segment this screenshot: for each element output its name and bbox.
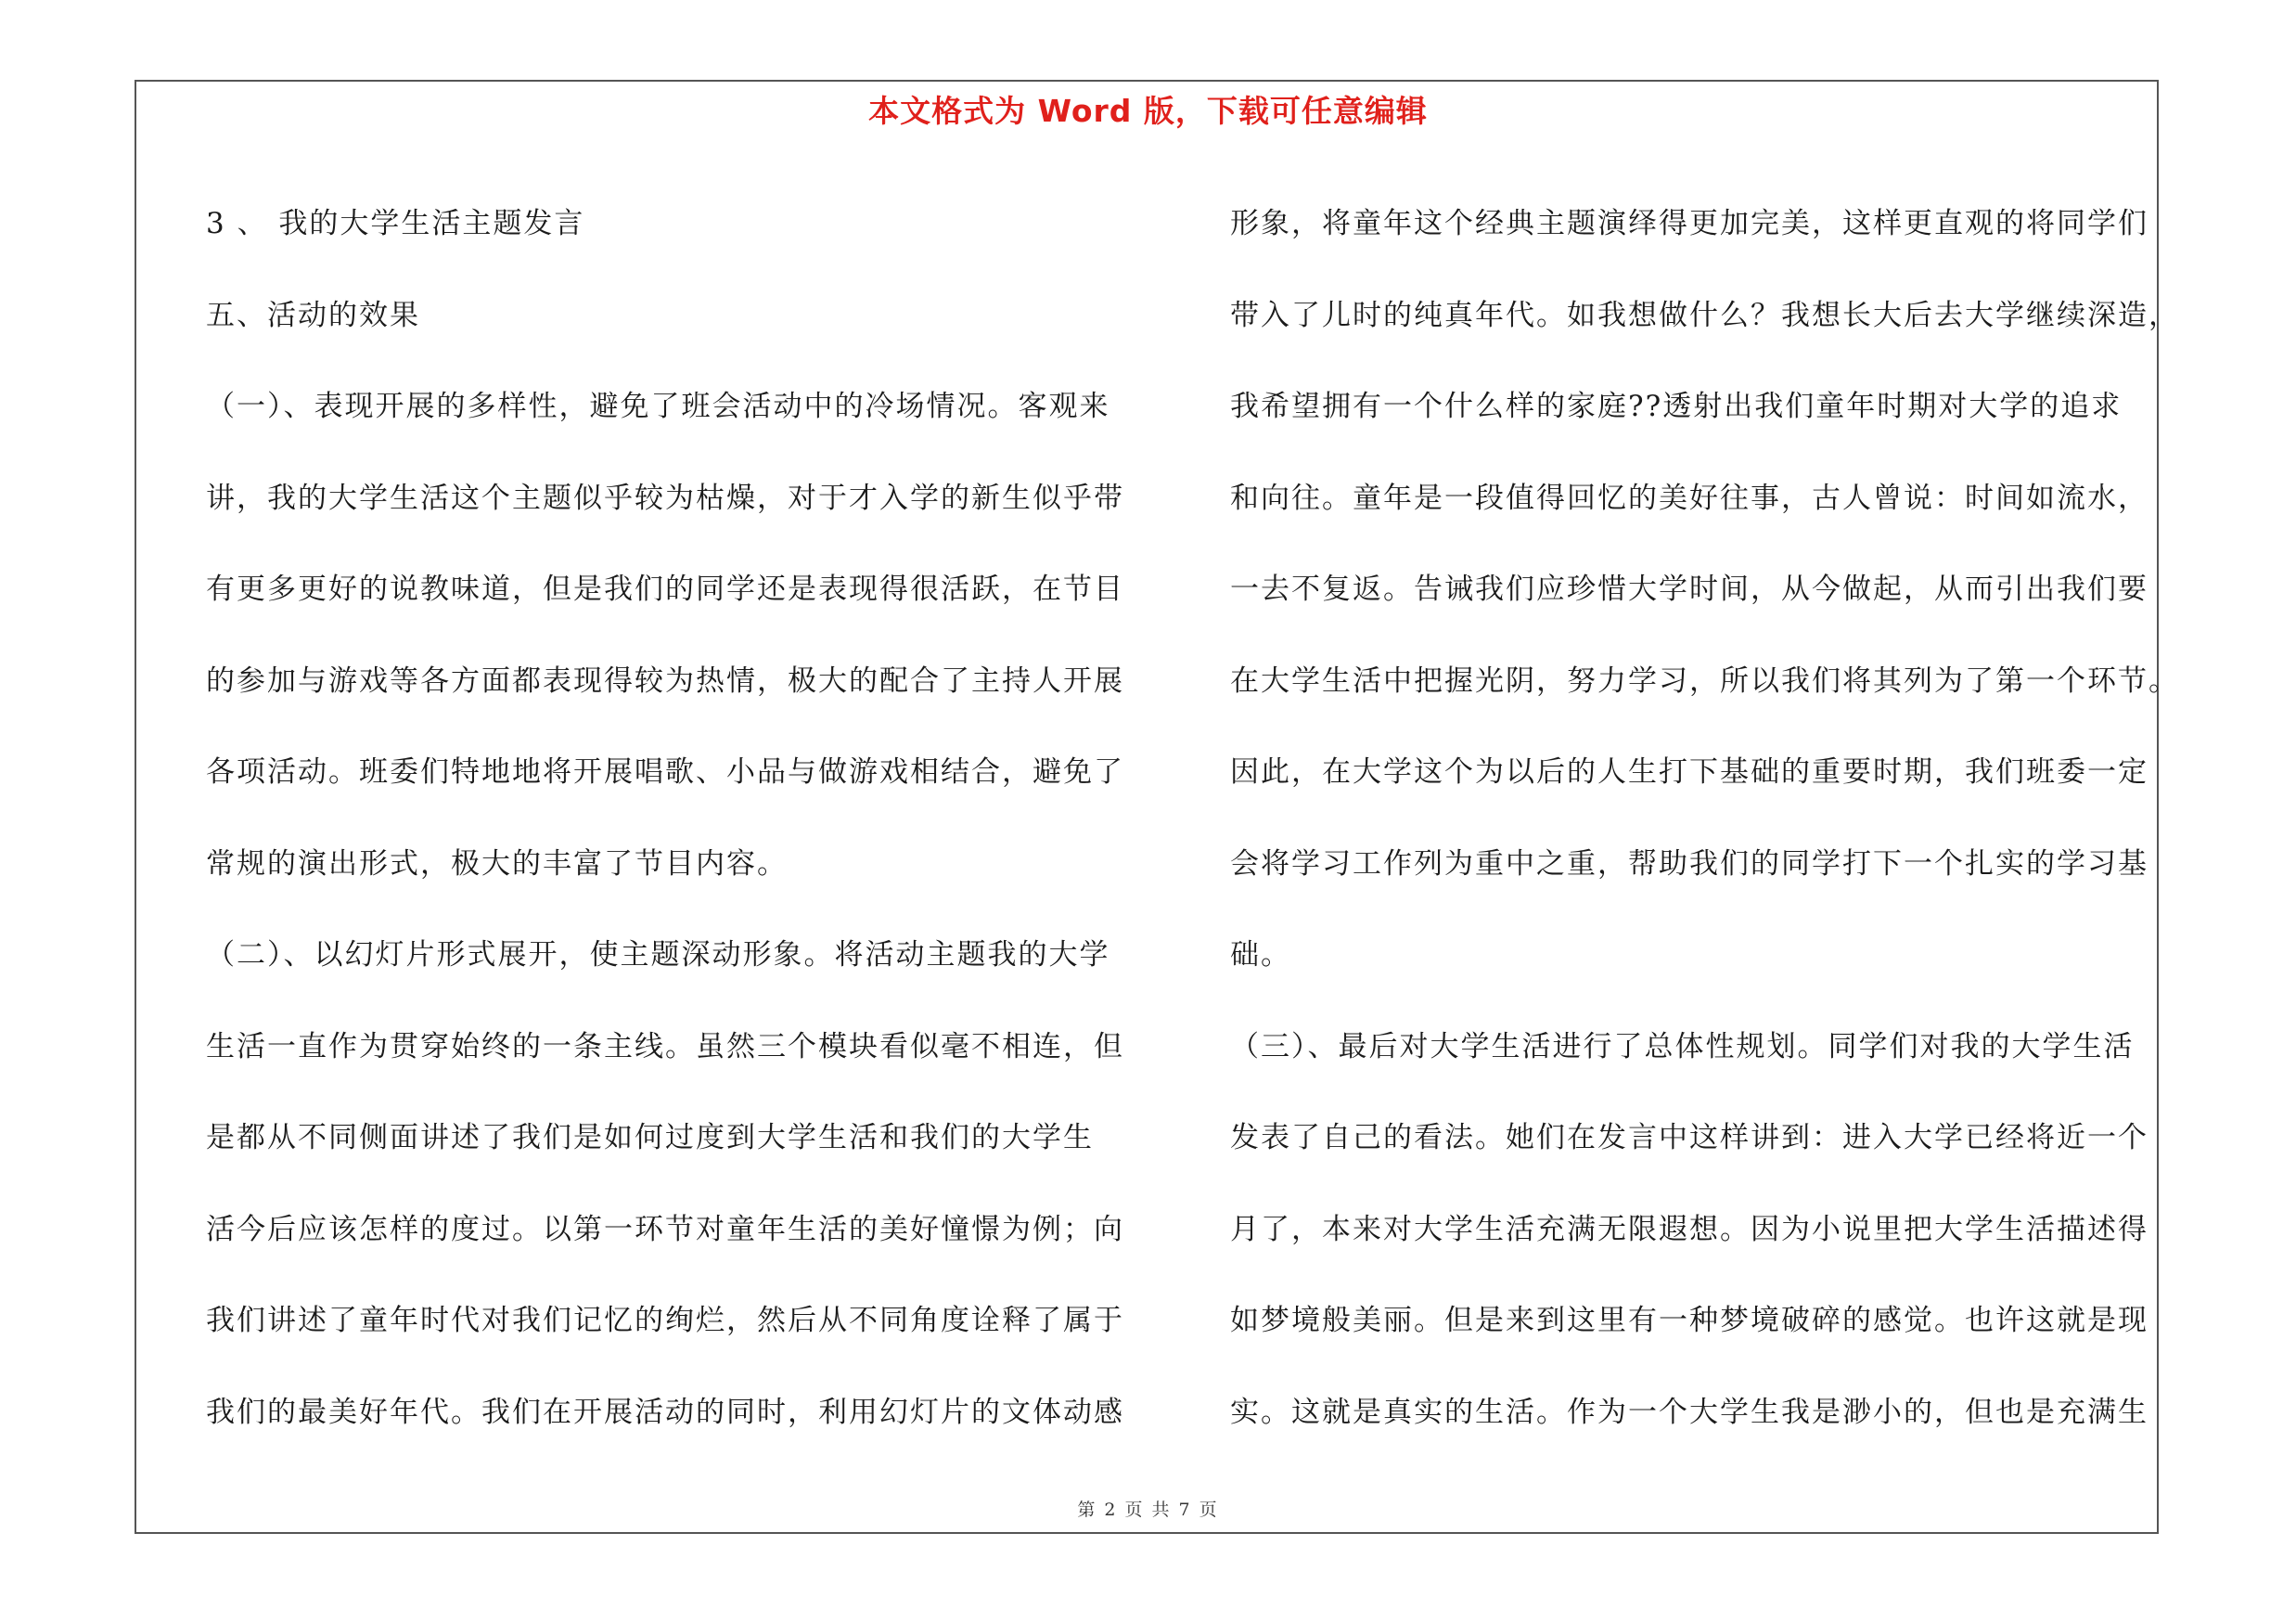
body-line: 形象，将童年这个经典主题演绎得更加完美，这样更直观的将同学们	[1230, 207, 2148, 240]
body-line: （二）、以幻灯片形式展开，使主题深动形象。将活动主题我的大学	[206, 938, 1110, 972]
body-line: 我希望拥有一个什么样的家庭??透射出我们童年时期对大学的追求	[1230, 390, 2123, 423]
left-column	[206, 178, 1124, 1458]
body-line: （三）、最后对大学生活进行了总体性规划。同学们对我的大学生活	[1230, 1029, 2135, 1063]
body-line: 础。	[1230, 938, 1291, 972]
right-column	[1230, 178, 2179, 1458]
body-line: 3 、 我的大学生活主题发言	[206, 207, 585, 240]
body-line: 常规的演出形式，极大的丰富了节目内容。	[206, 846, 788, 881]
body-line: 发表了自己的看法。她们在发言中这样讲到：进入大学已经将近一个	[1230, 1121, 2148, 1154]
page-number-footer: 第 2 页 共 7 页	[1077, 1500, 1219, 1520]
body-line: 月了，本来对大学生活充满无限遐想。因为小说里把大学生活描述得	[1230, 1212, 2148, 1246]
body-line: 有更多更好的说教味道，但是我们的同学还是表现得很活跃，在节目	[206, 573, 1124, 606]
body-line: 是都从不同侧面讲述了我们是如何过度到大学生活和我们的大学生	[206, 1121, 1094, 1154]
body-line: 讲，我的大学生活这个主题似乎较为枯燥，对于才入学的新生似乎带	[206, 481, 1124, 515]
body-line: 生活一直作为贯穿始终的一条主线。虽然三个模块看似毫不相连，但	[206, 1029, 1124, 1063]
body-line: 因此，在大学这个为以后的人生打下基础的重要时期，我们班委一定	[1230, 755, 2148, 789]
body-line: 五、活动的效果	[206, 298, 420, 332]
body-line: 和向往。童年是一段值得回忆的美好往事，古人曾说：时间如流水，	[1230, 481, 2148, 515]
body-line: 带入了儿时的纯真年代。如我想做什么？我想长大后去大学继续深造，	[1230, 298, 2179, 332]
body-line: 我们的最美好年代。我们在开展活动的同时，利用幻灯片的文体动感	[206, 1395, 1124, 1429]
format-notice-banner: 本文格式为 Word 版，下载可任意编辑	[868, 93, 1428, 129]
body-line: 在大学生活中把握光阴，努力学习，所以我们将其列为了第一个环节。	[1230, 663, 2179, 698]
body-line: 各项活动。班委们特地地将开展唱歌、小品与做游戏相结合，避免了	[206, 755, 1124, 789]
body-line: 我们讲述了童年时代对我们记忆的绚烂，然后从不同角度诠释了属于	[206, 1304, 1124, 1337]
body-line: 如梦境般美丽。但是来到这里有一种梦境破碎的感觉。也许这就是现	[1230, 1304, 2148, 1337]
body-line: （一）、表现开展的多样性，避免了班会活动中的冷场情况。客观来	[206, 390, 1110, 423]
body-line: 活今后应该怎样的度过。以第一环节对童年生活的美好憧憬为例；向	[206, 1212, 1124, 1246]
body-line: 会将学习工作列为重中之重，帮助我们的同学打下一个扎实的学习基	[1230, 846, 2148, 881]
body-line: 一去不复返。告诫我们应珍惜大学时间，从今做起，从而引出我们要	[1230, 573, 2148, 606]
body-line: 的参加与游戏等各方面都表现得较为热情，极大的配合了主持人开展	[206, 663, 1124, 698]
body-line: 实。这就是真实的生活。作为一个大学生我是渺小的，但也是充满生	[1230, 1395, 2148, 1429]
